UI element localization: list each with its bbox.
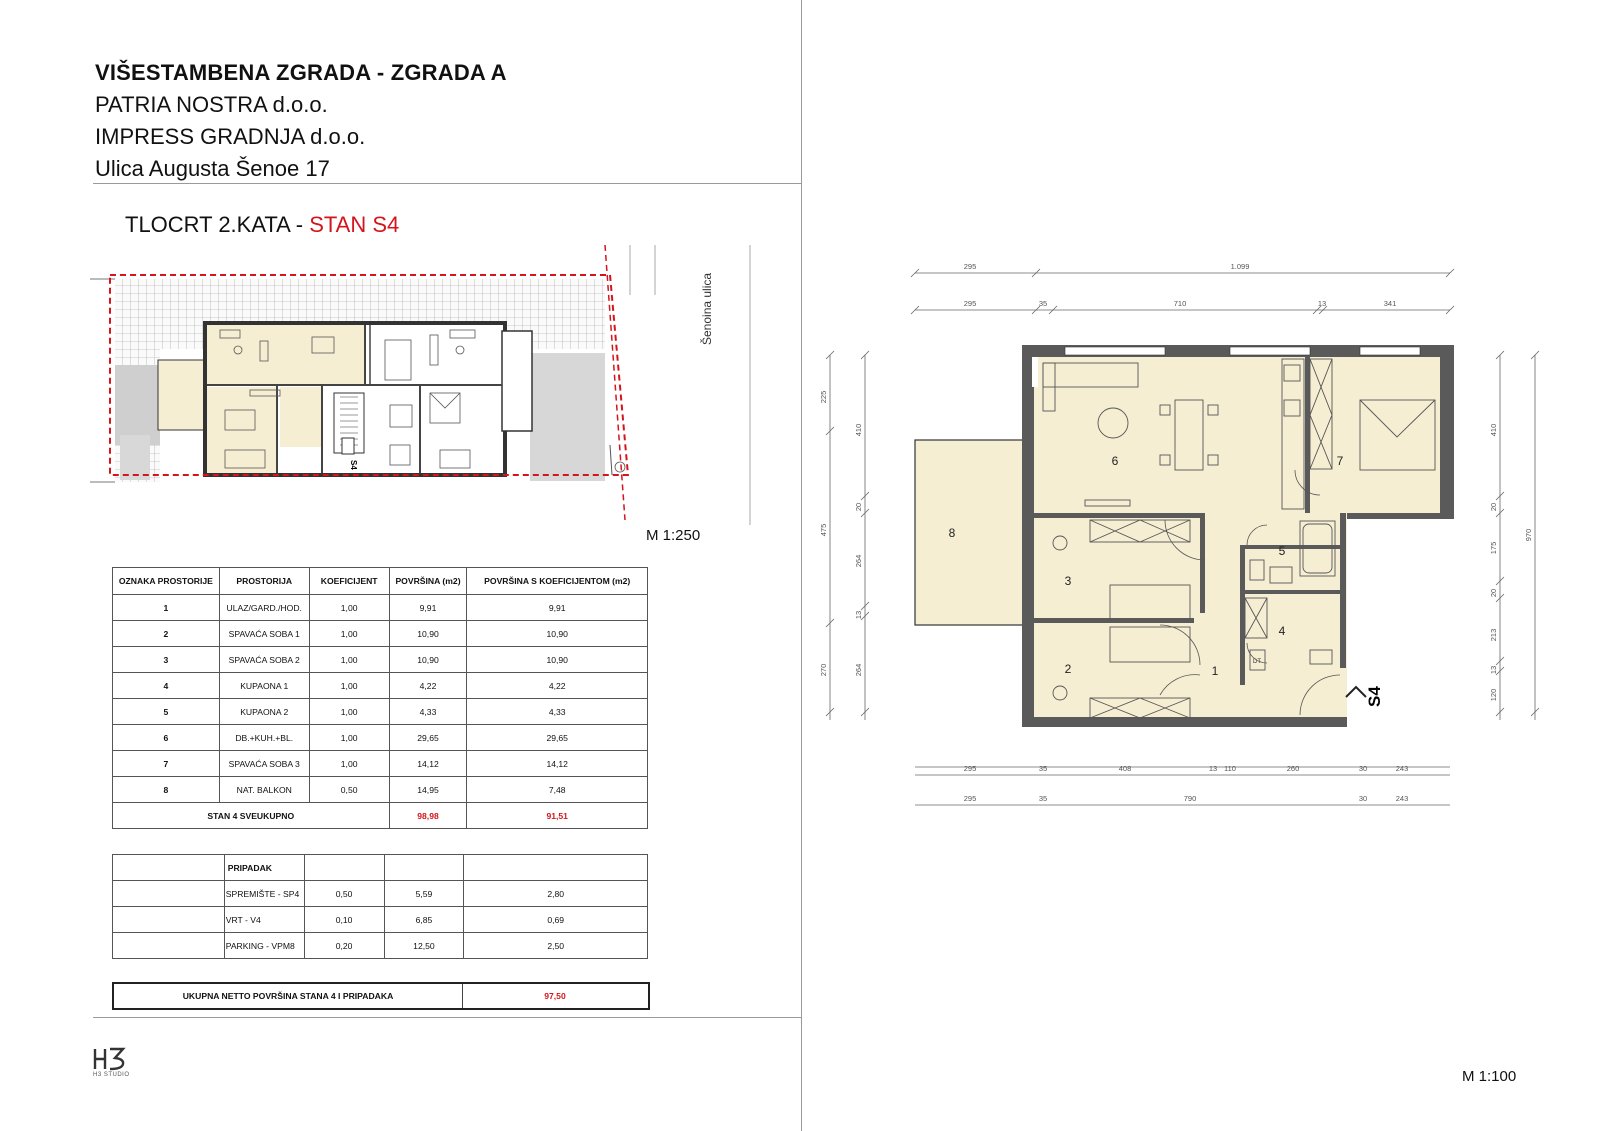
logo-subtitle: H3 STUDIO [93, 1072, 130, 1078]
dim: 710 [1173, 299, 1187, 308]
footer-rule [93, 1017, 801, 1018]
dim: 295 [963, 299, 977, 308]
cell: 9,91 [389, 595, 467, 621]
table-row [113, 907, 648, 933]
table-row [113, 725, 648, 751]
project-title: VIŠESTAMBENA ZGRADA - ZGRADA A [95, 60, 507, 85]
cell: KUPAONA 2 [219, 699, 309, 725]
dim: 20 [854, 502, 863, 512]
logo-mark: H3 [93, 1047, 95, 1048]
unit-marker: S4 [1365, 686, 1384, 707]
cell: 6 [113, 725, 220, 751]
cell: 6,85 [384, 907, 464, 933]
col-header: POVRŠINA S KOEFICIJENTOM (m2) [467, 568, 648, 595]
dim: 13 [854, 610, 863, 620]
dim: 110 [1224, 764, 1236, 773]
table-row [113, 751, 648, 777]
entrance-arrow-icon [1346, 687, 1366, 697]
cell: 4,33 [389, 699, 467, 725]
dim: 790 [1183, 794, 1197, 803]
cell: 2 [113, 621, 220, 647]
cell: DB.+KUH.+BL. [219, 725, 309, 751]
cell: 5,59 [384, 881, 464, 907]
room-label-3: 3 [1064, 574, 1072, 588]
table-row [113, 881, 648, 907]
dim: 175 [1489, 541, 1498, 555]
floor-plan [810, 255, 1590, 803]
cell: 2,50 [464, 933, 648, 959]
cell: 12,50 [384, 933, 464, 959]
cell: VRT - V4 [224, 907, 304, 933]
cell: KUPAONA 1 [219, 673, 309, 699]
cell: SPAVAĆA SOBA 2 [219, 647, 309, 673]
street-label: Šenoina ulica [700, 272, 714, 345]
cell: 1,00 [309, 751, 389, 777]
dim: 30 [1358, 764, 1368, 773]
cell: 4,22 [467, 673, 648, 699]
dim: 408 [1118, 764, 1132, 773]
cell: 3 [113, 647, 220, 673]
cell: 0,20 [304, 933, 384, 959]
table-row [113, 933, 648, 959]
cell: 1,00 [309, 647, 389, 673]
grand-total-value: 97,50 [544, 991, 566, 1001]
cell: 10,90 [467, 621, 648, 647]
table-row [113, 673, 648, 699]
cell: 14,95 [389, 777, 467, 803]
dim: 341 [1383, 299, 1397, 308]
table-row [113, 595, 648, 621]
page-divider [801, 0, 802, 1131]
table-header-row [113, 568, 648, 595]
dim: 410 [1489, 423, 1498, 437]
table-row [113, 699, 648, 725]
cell: 1,00 [309, 621, 389, 647]
plan-title-prefix: TLOCRT 2.KATA - [125, 212, 310, 237]
cell: 4 [113, 673, 220, 699]
balcony-8 [915, 440, 1035, 625]
plan-title-unit: STAN S4 [309, 212, 400, 237]
dim: 243 [1395, 794, 1409, 803]
dim: 270 [819, 663, 828, 677]
cell: 1,00 [309, 595, 389, 621]
cell: SPREMIŠTE - SP4 [224, 881, 304, 907]
cell: PARKING - VPM8 [224, 933, 304, 959]
dim: 13 [1317, 299, 1327, 308]
cell: 1,00 [309, 699, 389, 725]
dim: 295 [963, 764, 977, 773]
cell: 10,90 [467, 647, 648, 673]
cell: 1,00 [309, 725, 389, 751]
cell: 4,33 [467, 699, 648, 725]
cell: 7,48 [467, 777, 648, 803]
dim: 30 [1358, 794, 1368, 803]
col-header: PROSTORIJA [219, 568, 309, 595]
total-area-coef: 91,51 [467, 803, 648, 829]
cell: 9,91 [467, 595, 648, 621]
site-plan-scale: M 1:250 [646, 527, 701, 544]
room-label-2: 2 [1064, 662, 1072, 676]
dryer-label: DT [1253, 659, 1261, 665]
dim: 35 [1038, 299, 1048, 308]
cell: 10,90 [389, 647, 467, 673]
investor-2: IMPRESS GRADNJA d.o.o. [95, 124, 366, 149]
cell: 10,90 [389, 621, 467, 647]
room-label-7: 7 [1336, 454, 1344, 468]
dim: 225 [819, 390, 828, 404]
site-marker-s4: S4 [349, 460, 358, 470]
cell: 29,65 [389, 725, 467, 751]
dim: 475 [819, 523, 828, 537]
dim: 20 [1489, 588, 1498, 598]
dim: 35 [1038, 794, 1048, 803]
table-header-row [113, 855, 648, 881]
dim: 120 [1489, 688, 1498, 702]
room-label-6: 6 [1111, 454, 1119, 468]
cell: 0,50 [309, 777, 389, 803]
table-total-row [113, 803, 648, 829]
cell: 1 [113, 595, 220, 621]
room-label-4: 4 [1278, 624, 1286, 638]
dim: 410 [854, 423, 863, 437]
dim: 1.099 [1230, 262, 1250, 271]
dim: 295 [963, 262, 977, 271]
grand-total-label: UKUPNA NETTO POVRŠINA STANA 4 I PRIPADAKA [114, 984, 463, 1008]
cell: 0,10 [304, 907, 384, 933]
cell: 8 [113, 777, 220, 803]
cell: 4,22 [389, 673, 467, 699]
cell: 14,12 [389, 751, 467, 777]
cell: 2,80 [464, 881, 648, 907]
cell: 1,00 [309, 673, 389, 699]
table-row [113, 777, 648, 803]
dim: 264 [854, 554, 863, 568]
dim: 243 [1395, 764, 1409, 773]
cell: SPAVAĆA SOBA 3 [219, 751, 309, 777]
header-rule [93, 183, 801, 184]
dim: 264 [854, 663, 863, 677]
investor-1: PATRIA NOSTRA d.o.o. [95, 92, 328, 117]
floor-plan-scale: M 1:100 [1462, 1068, 1517, 1085]
dim: 970 [1524, 528, 1533, 542]
cell: 29,65 [467, 725, 648, 751]
room-label-8: 8 [948, 526, 956, 540]
room-label-1: 1 [1211, 664, 1219, 678]
cell: 0,69 [464, 907, 648, 933]
table-row [113, 647, 648, 673]
cell: SPAVAĆA SOBA 1 [219, 621, 309, 647]
grand-total-box [112, 982, 650, 1010]
site-plan [90, 245, 790, 525]
address: Ulica Augusta Šenoe 17 [95, 156, 330, 181]
cell: ULAZ/GARD./HOD. [219, 595, 309, 621]
room-areas-table [112, 567, 648, 829]
dim: 213 [1489, 628, 1498, 642]
h3-studio-logo [93, 1047, 127, 1071]
total-label: STAN 4 SVEUKUPNO [113, 803, 390, 829]
col-header: OZNAKA PROSTORIJE [113, 568, 220, 595]
cell: 14,12 [467, 751, 648, 777]
appurtenances-title: PRIPADAK [224, 855, 304, 881]
total-area: 98,98 [389, 803, 467, 829]
cell: 7 [113, 751, 220, 777]
cell: 0,50 [304, 881, 384, 907]
dim: 13 [1489, 665, 1498, 675]
col-header: POVRŠINA (m2) [389, 568, 467, 595]
room-6-7-fill [1032, 355, 1452, 513]
appurtenances-table [112, 854, 648, 959]
dim: 260 [1286, 764, 1300, 773]
table-row [113, 621, 648, 647]
dim: 20 [1489, 502, 1498, 512]
col-header: KOEFICIJENT [309, 568, 389, 595]
cell: NAT. BALKON [219, 777, 309, 803]
dim: 13 [1208, 764, 1218, 773]
plan-title [125, 212, 399, 238]
dim: 295 [963, 794, 977, 803]
dim: 35 [1038, 764, 1048, 773]
room-label-5: 5 [1278, 544, 1286, 558]
cell: 5 [113, 699, 220, 725]
